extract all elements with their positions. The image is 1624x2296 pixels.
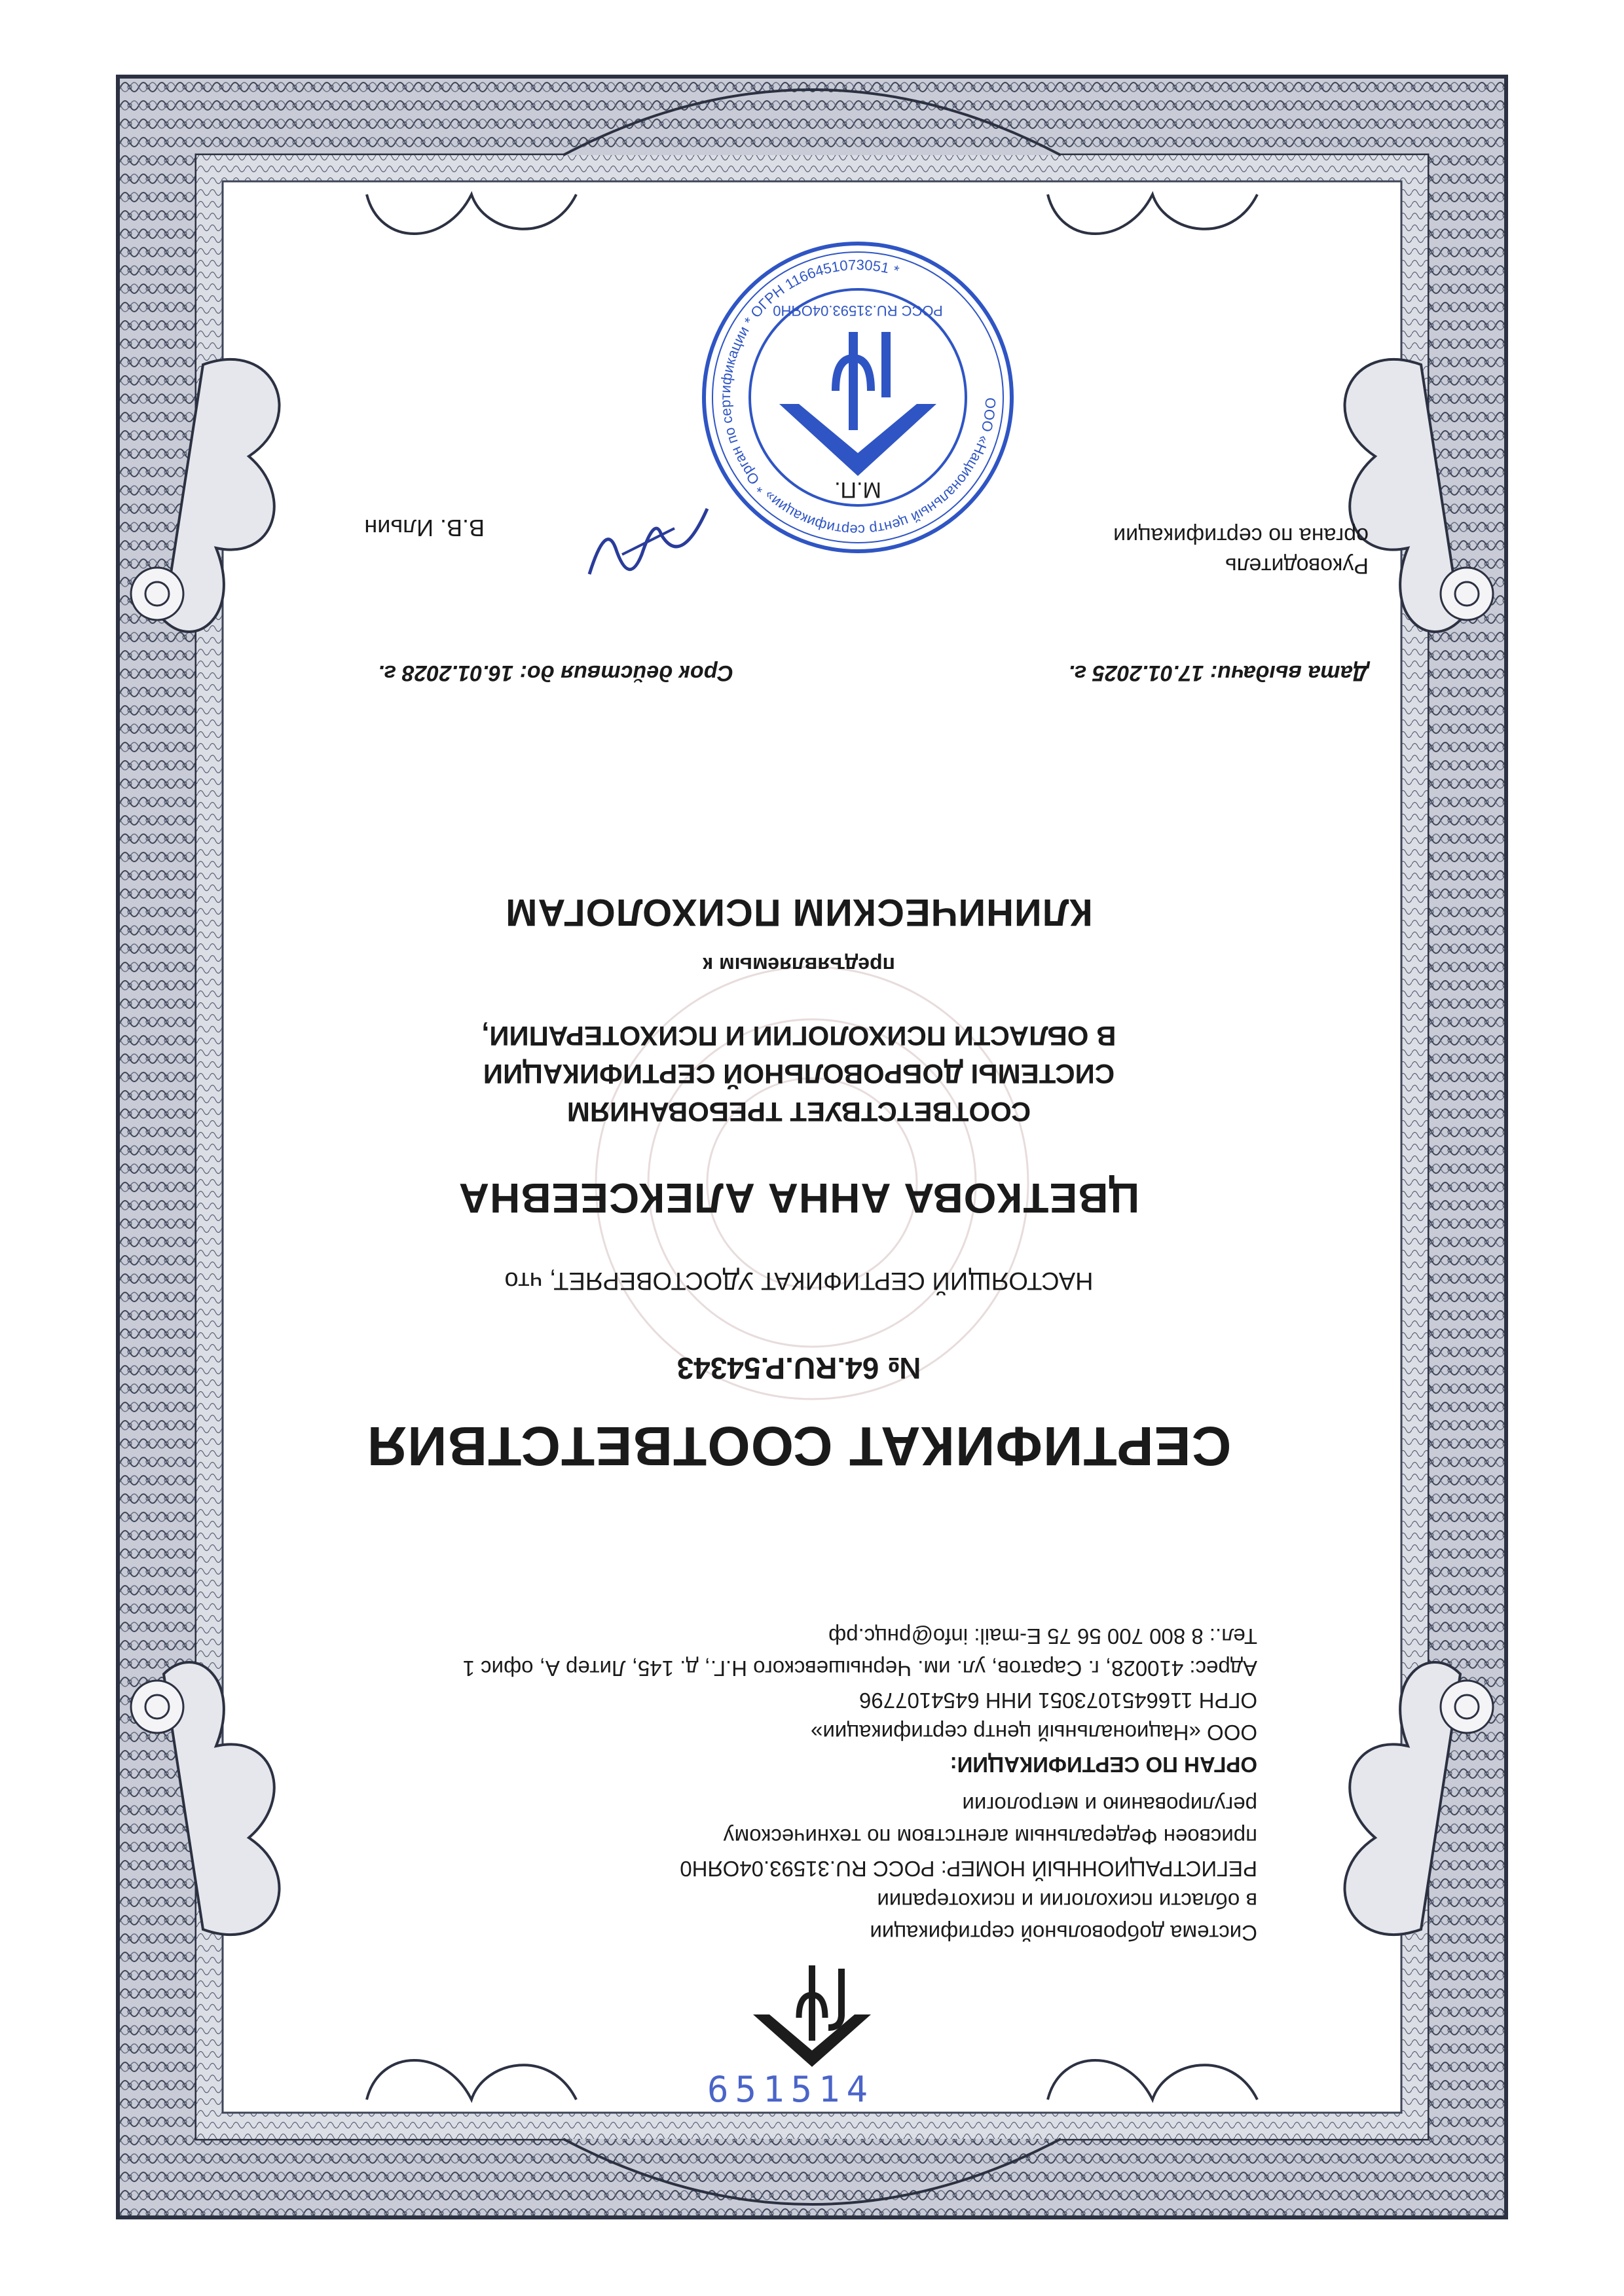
certification-body-title: ОРГАН ПО СЕРТИФИКАЦИИ:	[950, 1753, 1257, 1777]
serial-number: 651514	[707, 2069, 875, 2110]
system-line-1: Система добровольной сертификации	[870, 1921, 1257, 1945]
signatory-name: В.В. Ильин	[364, 515, 485, 541]
stamp-mp: М.П.	[834, 477, 881, 502]
assigned-line-1: присвоен Федеральным агентством по техническому	[723, 1825, 1257, 1849]
intro-line: НАСТОЯЩИЙ СЕРТИФИКАТ УДОСТОВЕРЯЕТ, что	[504, 1267, 1094, 1294]
certificate-number: № 64.RU.P.54343	[676, 1351, 921, 1385]
requirements-line-2: СИСТЕМЫ ДОБРОВОЛЬНОЙ СЕРТИФИКАЦИИ	[483, 1059, 1115, 1089]
signatory-role-line-1: Руководитель	[1225, 553, 1369, 578]
assigned-line-2: регулированию и метрологии	[962, 1793, 1257, 1817]
address: Адрес: 410028, г. Саратов, ул. им. Чернышевского Н.Г., д. 145, Литер А, офис 1	[462, 1656, 1257, 1681]
holder-name: ЦВЕТКОВА АННА АЛЕКСЕЕВНА	[458, 1175, 1140, 1222]
valid-until-date: Срок действия до: 16.01.2028 г.	[378, 661, 733, 685]
system-line-2: в области психологии и психотерапии	[877, 1889, 1257, 1913]
target-profession: КЛИНИЧЕСКИМ ПСИХОЛОГАМ	[505, 891, 1093, 934]
ogrn-inn: ОГРН 1166451073051 ИНН 6454107796	[859, 1688, 1257, 1713]
issue-date: Дата выдачи: 17.01.2025 г.	[1068, 661, 1369, 685]
stamp-ring-text: ООО «Национальный центр сертификации» * Орган по сертификации * ОГРН 1166451073051 *	[716, 256, 999, 539]
contacts: Тел.: 8 800 700 56 75 E-mail: info@рнцс.рф	[828, 1624, 1257, 1649]
org-name: ООО «Национальный центр сертификации»	[811, 1721, 1257, 1745]
stamp-registry: РОСС RU.31593.04ОЯН0	[773, 302, 943, 319]
requirements-line-3: В ОБЛАСТИ ПСИХОЛОГИИ И ПСИХОТЕРАПИИ,	[481, 1021, 1116, 1051]
registration-number: РЕГИСТРАЦИОННЫЙ НОМЕР: РОСС RU.31593.04ОЯН0	[680, 1857, 1257, 1881]
signatory-role-line-2: органа по сертификации	[1113, 523, 1369, 548]
presented-to: предъявляемым к	[703, 953, 895, 977]
requirements-line-1: СООТВЕТСТВУЕТ ТРЕБОВАНИЯМ	[566, 1097, 1031, 1127]
certificate-title: СЕРТИФИКАТ СООТВЕТСТВИЯ	[366, 1415, 1232, 1477]
